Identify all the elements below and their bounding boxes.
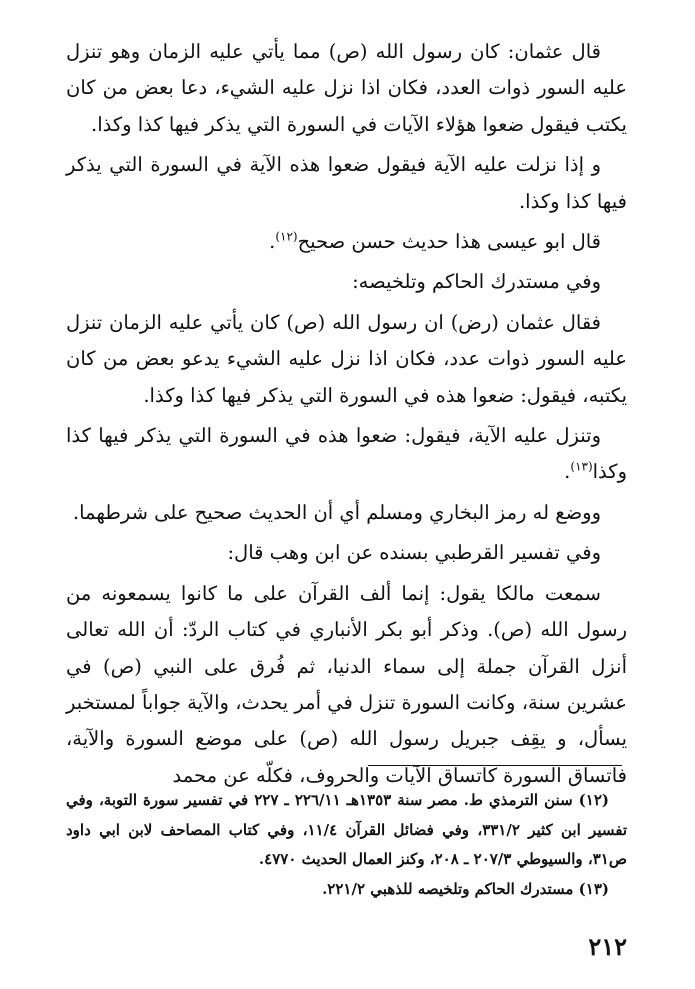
main-text [66,34,627,794]
footnote-12: (١٢) سنن الترمذي ط. مصر سنة ١٣٥٣هـ ٢٢٦/١١ ـ ٢٢٧ في تفسير سورة التوبة، وفي تفسير ابن كثير ٣٣١/٢، وفي فضائل القرآن ١١/٤، وفي كتاب المصاحف لابن ابي داود ص٣١، والسيوطي ٢٠٧/٣ ـ ٢٠٨، وكنز العمال الحديث ٤٧٧٠. [66,791,627,868]
page-number: ٢١٢ [588,932,627,961]
footnote-ref-13[interactable]: (١٣) [570,459,593,474]
paragraph-7: ووضع له رمز البخاري ومسلم أي أن الحديث صحيح على شرطهما. [72,500,601,524]
paragraph-2: و إذا نزلت عليه الآية فيقول ضعوا هذه الآية في السورة التي يذكر فيها كذا وكذا. [66,153,627,213]
paragraph-4: وفي مستدرك الحاكم وتلخيصه: [352,270,601,294]
paragraph-8: وفي تفسير القرطبي بسنده عن ابن وهب قال: [227,541,601,565]
paragraph-9: سمعت مالكا يقول: إنما ألف القرآن على ما كانوا يسمعونه من رسول الله (ص). وذكر أبو بكر الأنباري في كتاب الردّ: أن الله تعالى أنزل القرآن جملة إلى سماء الدنيا، ثم فُرق على النبي (ص) في عشرين سنة، وكانت السورة تنزل في أمر يحدث، والآية جواباً لمستخبر يسأل، و يقِف جبريل رسول الله (ص) على موضع السورة والآية، فاتساق السورة كاتساق الآيات والحروف، فكلّه عن محمد [66,581,627,787]
footnote-ref-12[interactable]: (١٢) [275,229,298,244]
paragraph-3: قال ابو عيسى هذا حديث حسن صحيح$^{(١٢)}$. [269,229,601,254]
footnote-13: (١٣) مستدرك الحاكم وتلخيصه للذهبي ٢٢١/٢. [322,879,609,898]
footnote-divider [368,765,622,766]
paragraph-6: وتنزل عليه الآية، فيقول: ضعوا هذه في السورة التي يذكر فيها كذا وكذا$^{(١٣)}$. [66,424,627,484]
footnotes [66,786,627,904]
paragraph-1: قال عثمان: كان رسول الله (ص) مما يأتي عليه الزمان وهو تنزل عليه السور ذوات العدد، فكان اذا نزل عليه الشيء، دعا بعض من كان يكتب فيقول ضعوا هؤلاء الآيات في السورة التي يذكر فيها كذا وكذا. [66,40,627,136]
paragraph-5: فقال عثمان (رض) ان رسول الله (ص) كان يأتي عليه الزمان تنزل عليه السور ذوات عدد، فكان اذا نزل عليه الشيء يدعو بعض من كان يكتبه، فيقول: ضعوا هذه في السورة التي يذكر فيها كذا وكذا. [66,310,627,407]
